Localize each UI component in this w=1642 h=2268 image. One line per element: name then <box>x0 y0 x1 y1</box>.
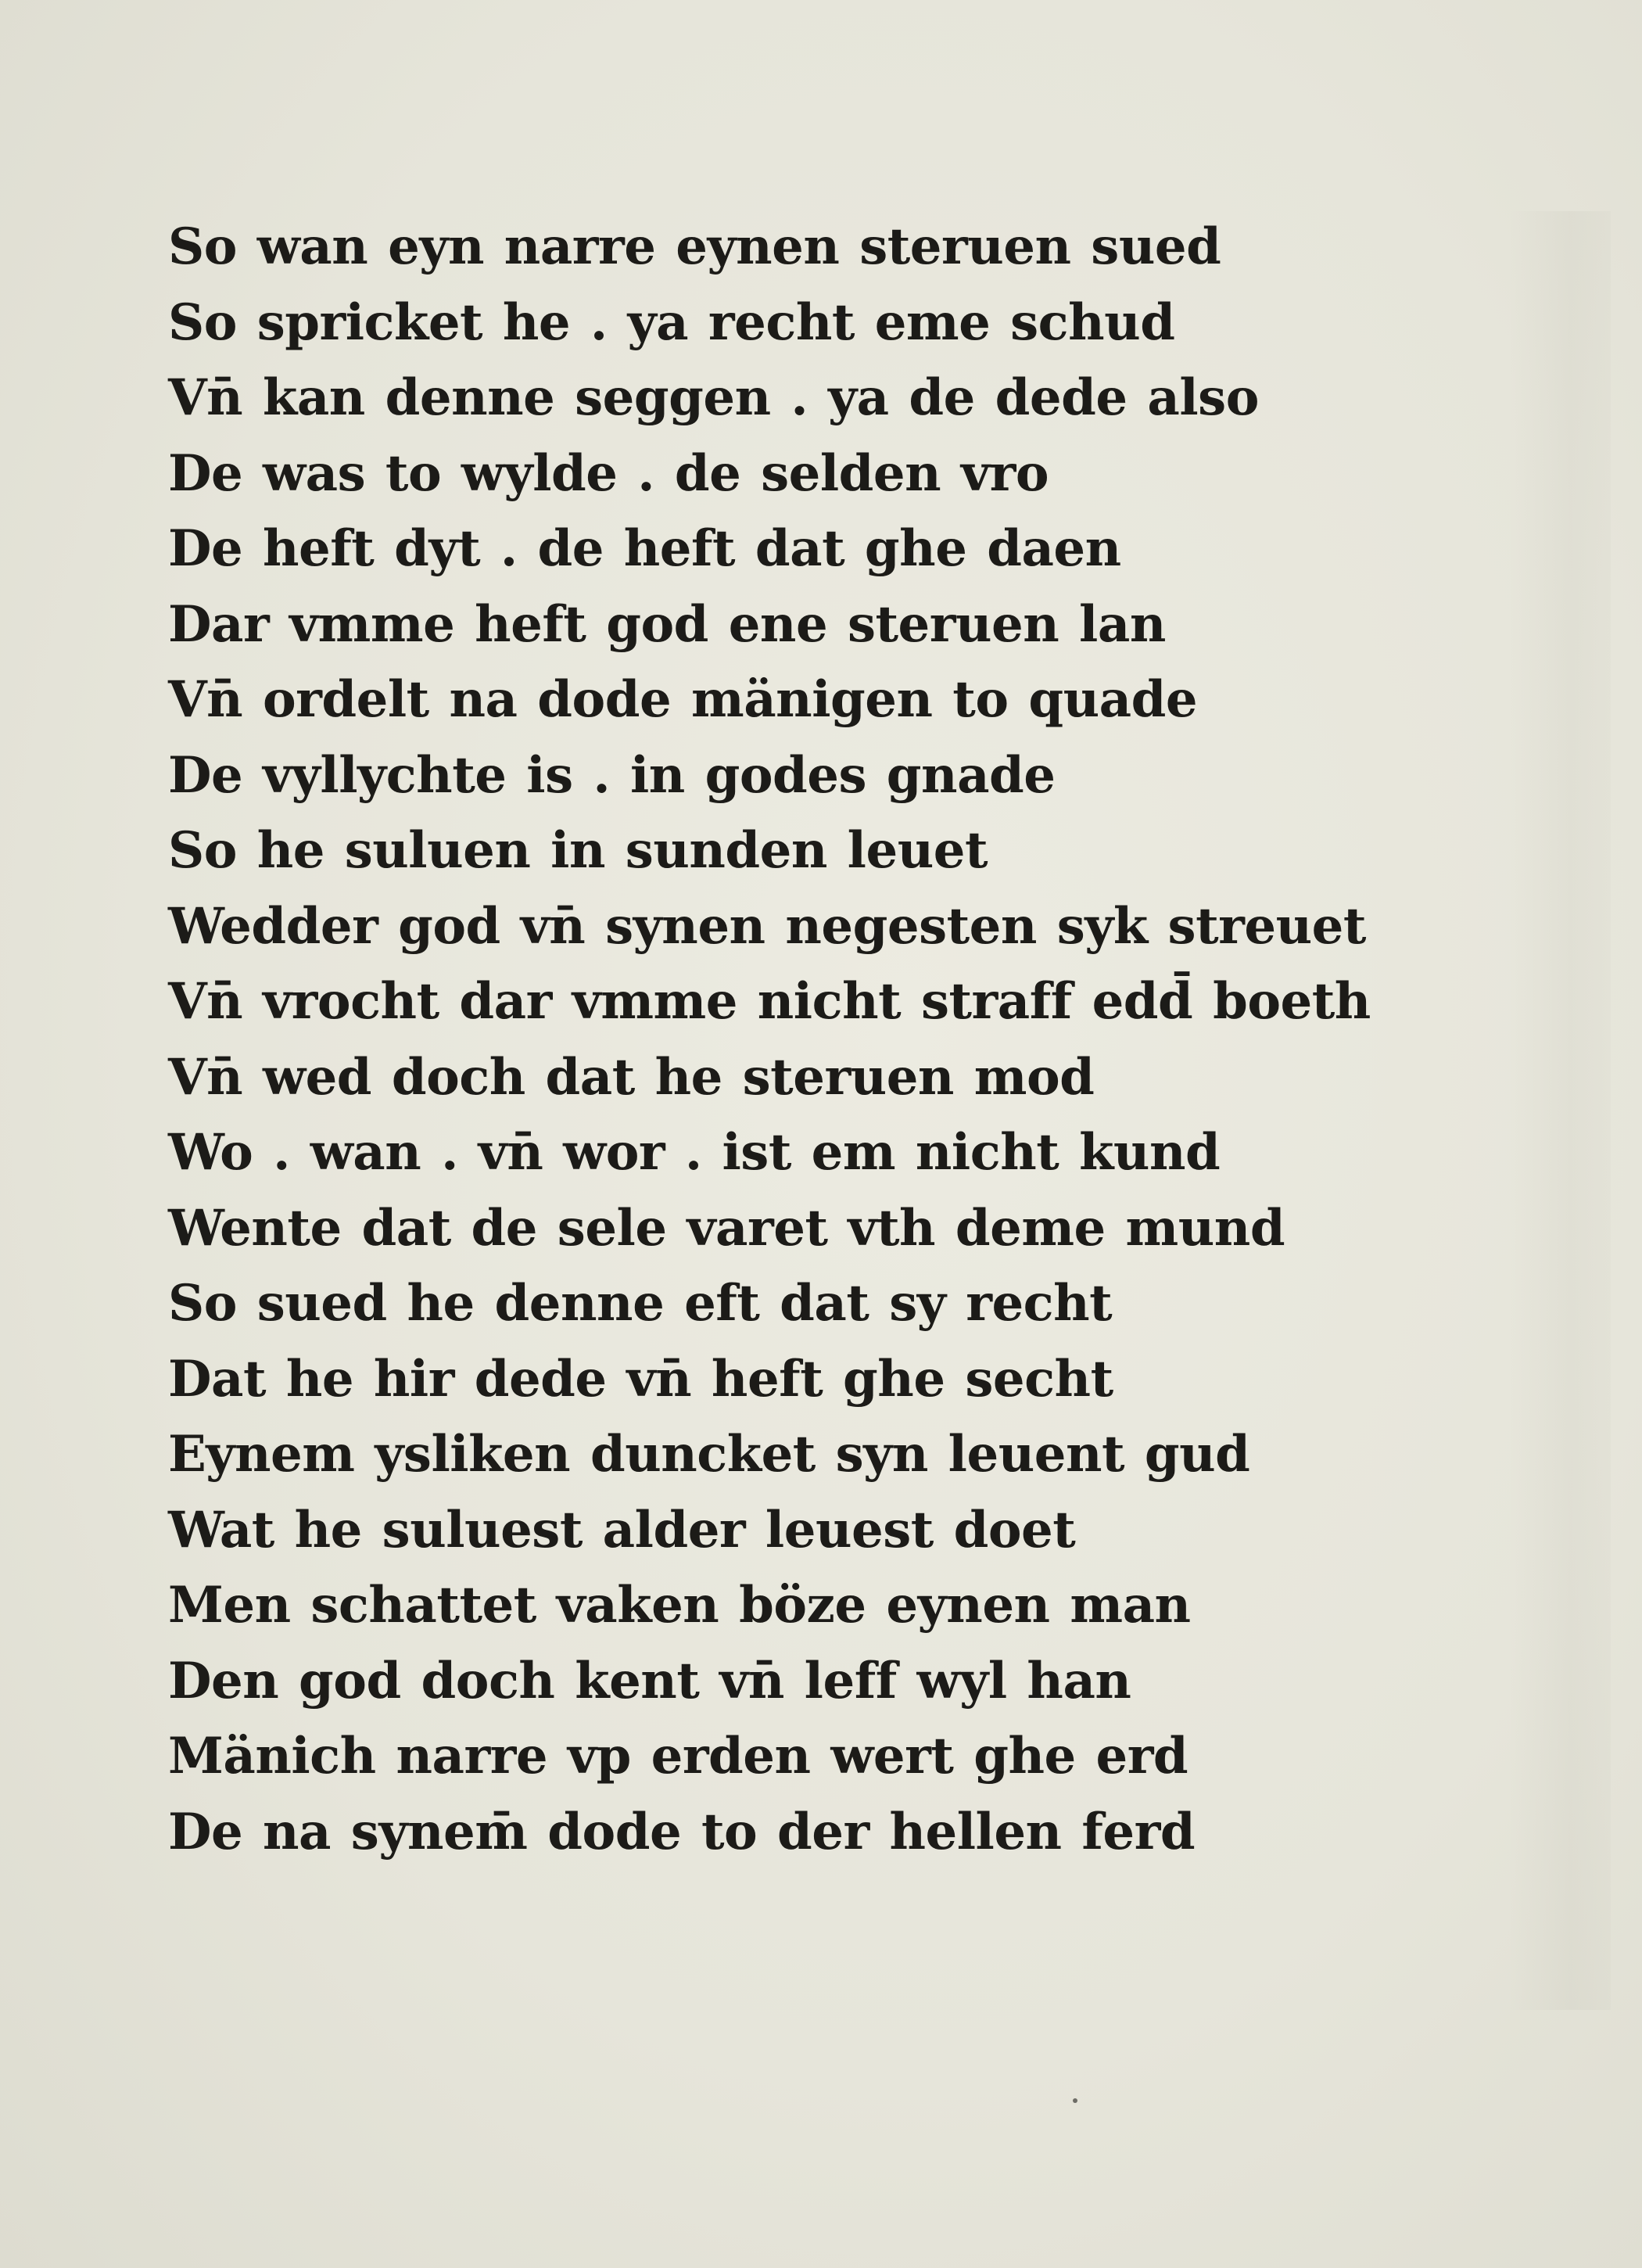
verse-line: So wan eyn narre eynen steruen sued <box>168 217 1221 276</box>
verse-line: So spricket he . ya recht eme schud <box>168 292 1175 352</box>
verse-line: De was to wylde . de selden vro <box>168 443 1049 503</box>
verse-line: Vn̄ ordelt na dode mänigen to quade <box>168 670 1198 729</box>
verse-line: Vn̄ kan denne seggen . ya de dede also <box>168 368 1259 427</box>
verse-line: Den god doch kent vn̄ leff wyl han <box>168 1651 1131 1710</box>
verse-line: Vn̄ vrocht dar vmme nicht straff edd̄ boeth <box>168 972 1371 1031</box>
verse-line: De heft dyt . de heft dat ghe daen <box>168 519 1121 578</box>
verse-line: Wo . wan . vn̄ wor . ist em nicht kund <box>168 1123 1221 1182</box>
verse-line: Men schattet vaken böze eynen man <box>168 1576 1191 1635</box>
verse-line: Dat he hir dede vn̄ heft ghe secht <box>168 1349 1113 1409</box>
verse-line: Dar vmme heft god ene steruen lan <box>168 594 1166 654</box>
verse-line: Wat he suluest alder leuest doet <box>168 1500 1076 1559</box>
verse-line: De na synem̄ dode to der hellen ferd <box>168 1802 1196 1861</box>
verse-block <box>168 210 1576 1870</box>
verse-line: So sued he denne eft dat sy recht <box>168 1274 1113 1333</box>
verse-line: Mänich narre vp erden wert ghe erd <box>168 1727 1188 1785</box>
ink-speck <box>1073 2098 1077 2103</box>
verse-line: Eynem ysliken duncket syn leuent gud <box>168 1425 1250 1484</box>
verse-line: Wedder god vn̄ synen negesten syk streuet <box>168 896 1366 956</box>
verse-line: De vyllychte is . in godes gnade <box>168 745 1056 805</box>
verse-line: So he suluen in sunden leuet <box>168 821 988 880</box>
verse-line: Vn̄ wed doch dat he steruen mod <box>168 1047 1095 1107</box>
verse-line: Wente dat de sele varet vth deme mund <box>168 1198 1285 1258</box>
